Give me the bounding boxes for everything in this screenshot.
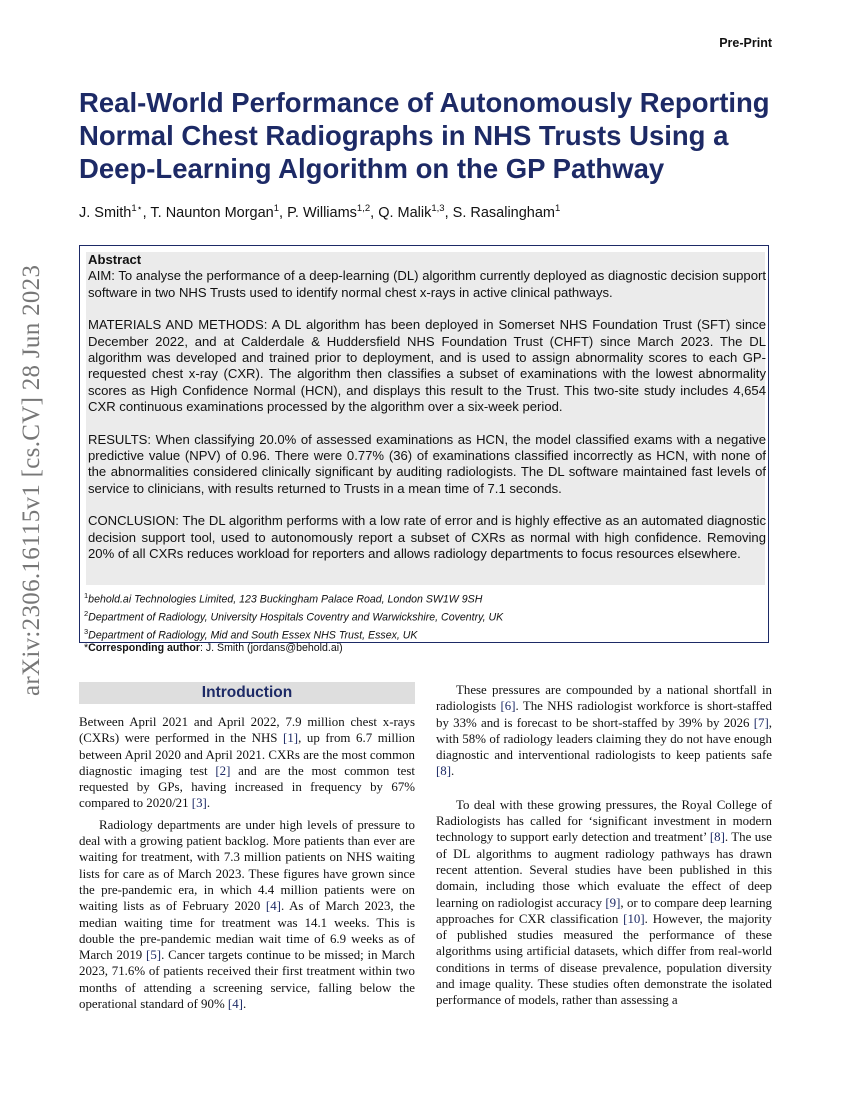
author-3: P. Williams$^{1,2}$ — [287, 203, 371, 221]
citation-link[interactable]: [7] — [753, 715, 769, 730]
citation-link[interactable]: [3] — [191, 796, 207, 811]
paragraph-text: . The NHS radiologist workforce is short-staffed by 33% and is forecast to be short-staffed by 39% by 2026 — [436, 699, 772, 730]
paragraph-text: , up from 6.7 million between April 2020 and April 2021. CXRs are the most common diagnostic imaging test — [79, 731, 416, 778]
citation-link[interactable]: [4] — [265, 899, 281, 914]
abstract-results: RESULTS: When classifying 20.0% of assessed examinations as HCN, the model classified exams with a negative predictive value (NPV) of 0.96. There were 0.77% (36) of examinations classified incorrectly as HCN, with none of the abnormalities considered clinically significant by auditing radiologists. The DL software maintained fast levels of service to clinicians, with results returned to Trusts in a mean time of 7.1 seconds. — [88, 431, 766, 496]
citation-link[interactable]: [5] — [146, 948, 162, 963]
intro-paragraph-4 — [436, 797, 772, 1009]
citation-link[interactable]: [2] — [215, 763, 231, 778]
intro-paragraph-1 — [79, 714, 415, 812]
abstract-box — [79, 245, 769, 655]
paragraph-text: . — [451, 764, 455, 779]
abstract-conclusion: CONCLUSION: The DL algorithm performs with a low rate of error and is highly effective as an automated diagnostic decision support tool, used to autonomously report a subset of CXRs as normal with high confidence. Removing 20% of all CXRs reduces workload for reporters and allows radiology departments to focus resources elsewhere. — [88, 513, 766, 562]
paragraph-text: and are the most common test requested by GPs, having increased in frequency by 67% compared to 2020/21 — [79, 763, 415, 811]
paragraph-text: . — [242, 997, 247, 1012]
right-column — [436, 682, 772, 1009]
intro-paragraph-3 — [436, 682, 772, 780]
paragraph-text: , with 58% of radiology leaders claiming they do not have enough diagnostic and interventional radiologists to keep patients safe — [436, 715, 772, 763]
abstract-text — [88, 252, 766, 563]
citation-link[interactable]: [4] — [227, 997, 243, 1012]
author-2: T. Naunton Morgan$^1$ — [150, 203, 280, 221]
paragraph-text: These pressures are compounded by a national shortfall in radiologists — [436, 683, 772, 714]
paragraph-text: . Cancer targets continue to be missed; in March 2023, 71.6% of patients received their first treatment within two months of attending a screening service, falling below the operational standard of 90% — [79, 948, 415, 1012]
introduction-heading: Introduction — [79, 682, 415, 704]
abstract-aim: AIM: To analyse the performance of a deep-learning (DL) algorithm currently deployed as diagnostic decision support software in two NHS Trusts used to identify normal chest x-rays in active clinical pathways. — [88, 268, 766, 300]
citation-link[interactable]: [6] — [500, 699, 516, 714]
affiliation-1: $^1$behold.ai Technologies Limited, 123 Buckingham Palace Road, London SW1W 9SH — [84, 591, 483, 606]
author-5: S. Rasalingham$^1$ — [452, 203, 561, 221]
left-column — [79, 682, 415, 1012]
author-4: Q. Malik$^{1,3}$ — [378, 203, 445, 221]
intro-paragraph-2 — [79, 817, 415, 1013]
paragraph-text: Radiology departments are under high levels of pressure to deal with a growing patient backlog. More patients than ever are waiting for treatment, with 7.3 million patients on NHS waiting lists for care as of March 2023. These figures have grown since the pre-pandemic era, in which 4.4 million patients were on waiting lists as of February 2020 — [79, 817, 415, 914]
paragraph-text: . As of March 2023, the median waiting time for treatment was 14.1 weeks. This is double the pre-pandemic median wait time of 6.9 weeks as of March 2019 — [79, 899, 415, 963]
author-1: J. Smith$^{1⋆}$ — [79, 203, 143, 221]
affiliation-3: $^3$Department of Radiology, Mid and South Essex NHS Trust, Essex, UK — [84, 626, 418, 642]
paragraph-text: . However, the majority of published studies measured the performance of these algorithms using artificial datasets, which differ from real-world conditions in terms of disease prevalence, population diversity and image quality. These studies often demonstrate the isolated performance of models, rather than assessing a — [436, 911, 772, 1008]
affiliation-2: $^2$Department of Radiology, University Hospitals Coventry and Warwickshire, Coventry, UK — [84, 608, 504, 624]
affiliations — [84, 589, 764, 656]
corresponding-author: *Corresponding author: J. Smith (jordans@behold.ai) — [84, 642, 343, 655]
citation-link[interactable]: [8] — [709, 830, 725, 845]
paragraph-text: . — [206, 796, 211, 811]
paragraph-text: , or to compare deep learning approaches for CXR classification — [436, 895, 772, 926]
citation-link[interactable]: [1] — [283, 731, 299, 746]
citation-link[interactable]: [8] — [436, 764, 452, 779]
paragraph-text: To deal with these growing pressures, the Royal College of Radiologists has called for ‘significant investment in modern technology to support early detection and treatment’ — [436, 797, 772, 845]
arxiv-identifier: arXiv:2306.16115v1 [cs.CV] 28 Jun 2023 — [18, 264, 45, 696]
paper-title: Real-World Performance of Autonomously Reporting Normal Chest Radiographs in NHS Trusts Using a Deep-Learning Algorithm on the GP Pathway — [79, 87, 770, 184]
citation-link[interactable]: [10] — [623, 911, 645, 926]
paragraph-text: Between April 2021 and April 2022, 7.9 million chest x-rays (CXRs) were performed in the NHS — [79, 715, 415, 746]
abstract-methods: MATERIALS AND METHODS: A DL algorithm has been deployed in Somerset NHS Foundation Trust (SFT) since December 2022, and at Calderdale & Huddersfield NHS Foundation Trust (CHFT) since March 2023. The DL algorithm was developed and trained prior to deployment, and is used to assign abnormality scores to each GP-requested chest x-ray (CXR). The algorithm then classifies a subset of examinations with the lowest abnormality scores as High Confidence Normal (HCN), and displays this result to the Trust. This two-site study includes 4,654 CXR continuous examinations processed by the algorithm over a six-week period. — [88, 317, 766, 415]
paragraph-text: . The use of DL algorithms to augment radiology pathways has drawn recent attention. Several studies have been published in this domain, including those which evaluate the effect of deep learning on radiologist accuracy — [436, 830, 772, 910]
author-list: J. Smith$^{1⋆}$, T. Naunton Morgan$^1$, P. Williams$^{1,2}$, Q. Malik$^{1,3}$, S. Rasalingham$^1$ — [79, 203, 561, 221]
preprint-label: Pre-Print — [719, 36, 772, 50]
citation-link[interactable]: [9] — [605, 895, 621, 910]
abstract-heading: Abstract — [88, 252, 142, 267]
